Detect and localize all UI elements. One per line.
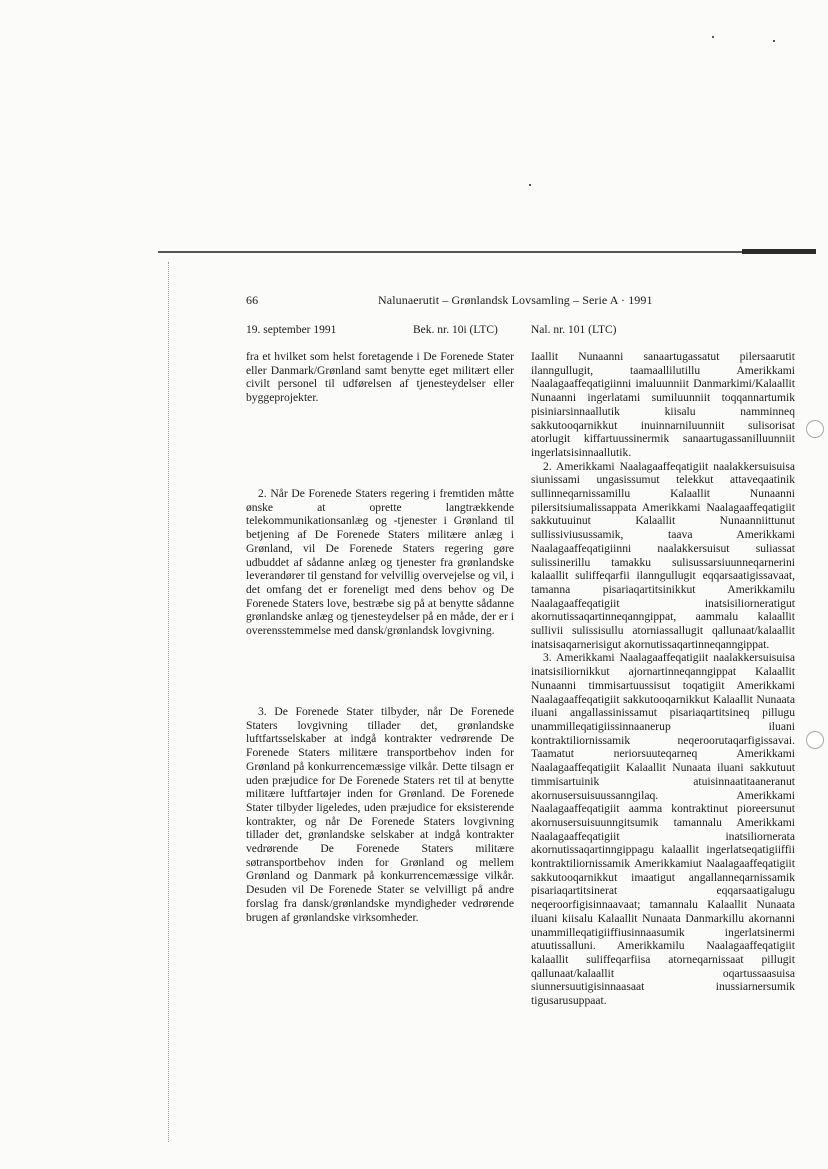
punch-hole: [806, 731, 824, 749]
greenlandic-paragraph-3: 3. Amerikkami Naalagaaffeqatigiit naalakkersuisuisa inatsisiliornikkut ajornartinneqanngippat Kalaallit Nunaanni timmisartuussisut toqatigiit Amerikkami Naalagaaffeqatigiit sakkutooqarnikkut Kalaallit Nunaata iluani angallassinissamut pisariaqartitsineq pillugu unammilleqatigiissinnaanerup iluani kontraktiliornissamik neqeroorutaqarfigissavai. Taamatut neriorsuuteqarneq Amerikkami Naalagaaffeqatigiit Kalaallit Nunaata iluani sakkutuut timmisartuinik atuisinnaatitaaneranut akornusersuisuussanngilaq. Amerikkami Naalagaaffeqatigiit aamma kontraktinut pioreersunut akornusersuisuunngitsumik tamannalu Amerikkami Naalagaaffeqatigiit inatsiliornerata akornutissaqartinngippagu kalaallit ingerlatseqatigiiffii kontraktiliornissamik Amerikkamiut Naalagaaffeqatigiit sakkutooqarnikkut imaatigut angallanneqarnissamik pisariaqartitsinerat eqqarsaatigalugu neqeroorfigisinnaavaat; tamannalu Kalaallit Nunaata iluani kiisalu Kalaallit Nunaata Danmarkillu akornanni unammilleqatigiiffiusinnaasumik ingerlatsinermi atuutissalluni. Amerikkamilu Naalagaaffeqatigiit kalaallit suliffeqarfiisa atorneqarnissaat pillugit qallunaat/kalaallit oqartussaasuisa siunnersuutigisinnaasaat inussiarnersumik tigusarusuppaat.: [531, 651, 795, 1008]
greenlandic-reference: Nal. nr. 101 (LTC): [531, 324, 617, 336]
greenlandic-intro: Iaallit Nunaanni sanaartugassatut pilersaarutit ilanngullugit, taamaallilutillu Amerikkami Naalagaaffeqatigiinni imaluunniit Danmarkimi/Kalaallit Nunaanni ingerlatami sumiluunniit toqqannartumik pisiniarsinnaallutik kiisalu namminneq sakkutooqarnikkut inuinnarniluunniit sulisorisat atorlugit kiffartuussinermik sanaartugassanilluunniit ingerlatsisinnaallutik.: [531, 350, 795, 459]
scan-speck: [773, 40, 775, 42]
greenlandic-paragraph-2: 2. Amerikkami Naalagaaffeqatigiit naalakkersuisuisa siunissami ungasissumut telekkut attaveqaatinik sullinneqarnissamillu Kalaallit Nunaanni pilersitsiumalissappata Amerikkami Naalagaaffeqatigiit sakkutuuinut Kalaallit Nunaanniittunut sullissiviusussamik, taava Amerikkami Naalagaaffeqatigiinni naalakkersuisut suliassat sulissinerillu tamakku sulisussarsiuunneqarnerini kalaallit suliffeqarfii ilanngullugit eqqarsaatigissavaat, tamanna pisariaqartitsinikkut Amerikkamilu Naalagaaffeqatigiit inatsisiliorneratigut akornutissaqartinneqanngippat, aammalu kalaallit sullivii sulissisullu atorniassallugit qallunaat/kalaallit inatsisaqarnerisigut akornutissaqartinneqanngippat.: [531, 459, 795, 651]
page-number: 66: [246, 293, 259, 307]
danish-paragraph-2: 2. Når De Forenede Staters regering i fremtiden måtte ønske at oprette langtrækkende telekommunikationsanlæg og -tjenester i Grønland til betjening af De Forenede Staters militære anlæg i Grønland, vil De Forenede Staters regering gøre udbuddet af sådanne anlæg og tjenester fra grønlandske leverandører til genstand for velvillig overvejelse og vil, i det omfang det er foreneligt med dens behov og De Forenede Staters love, bestræbe sig på at benytte sådanne grønlandske anlæg og tjenesteydelser på en måde, der er i overensstemmelse med dansk/grønlandsk lovgivning.: [246, 487, 514, 638]
binding-margin: [168, 262, 171, 1142]
danish-paragraph-3: 3. De Forenede Stater tilbyder, når De Forenede Staters lovgivning tillader det, grønlandske luftfartsselskaber at indgå kontrakter vedrørende De Forenede Staters militære transportbehov inden for Grønland på konkurrencemæssige vilkår. Dette tilsagn er uden præjudice for De Forenede Staters ret til at benytte militære luftfartøjer inden for Grønland. De Forenede Stater tilbyder ligeledes, uden præjudice for eksisterende kontrakter, og når De Forenede Staters lovgivning tillader det, grønlandske selskaber at indgå kontrakter vedrørende De Forenede Staters militære søtransportbehov inden for Grønland og mellem Grønland og Danmark på konkurrencemæssige vilkår. Desuden vil De Forenede Stater se velvilligt på andre forslag fra dansk/grønlandske myndigheder vedrørende brugen af grønlandske virksomheder.: [246, 705, 514, 924]
danish-intro: fra et hvilket som helst foretagende i De Forenede Stater eller Danmark/Grønland samt benytte eget militært eller civilt personel til udførelsen af tjenesteydelser eller byggeprojekter.: [246, 350, 514, 405]
greenlandic-column: [531, 350, 795, 1008]
scan-speck: [712, 36, 714, 38]
scan-speck: [529, 184, 531, 186]
danish-column: [246, 487, 514, 638]
danish-column: [246, 350, 514, 405]
danish-date: 19. september 1991: [246, 324, 337, 336]
page-top-rule: [158, 251, 816, 253]
danish-column: [246, 705, 514, 924]
punch-hole: [806, 420, 824, 438]
page-top-rule-thick: [742, 249, 816, 254]
running-title: Nalunaerutit – Grønlandsk Lovsamling – Serie A · 1991: [378, 293, 653, 307]
danish-reference: Bek. nr. 10i (LTC): [413, 324, 498, 336]
